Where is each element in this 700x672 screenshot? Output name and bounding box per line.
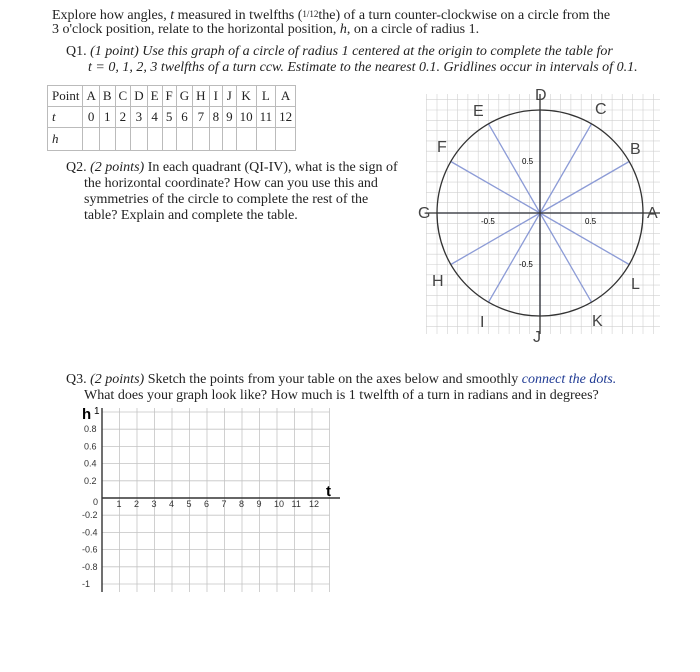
table-cell-empty[interactable]: [256, 128, 276, 151]
table-header-h: h: [48, 128, 83, 151]
table-cell-empty[interactable]: [209, 128, 223, 151]
table-cell: 9: [223, 107, 237, 128]
circle-label-j: J: [533, 329, 541, 344]
circle-spoke: [489, 124, 541, 213]
circle-label-e: E: [473, 103, 484, 120]
q1-line-2: t = 0, 1, 2, 3 twelfths of a turn ccw. Estimate to the nearest 0.1. Gridlines occur in intervals of 0.1.: [88, 60, 638, 75]
table-cell-empty[interactable]: [99, 128, 115, 151]
graph-x-tick: 9: [256, 499, 262, 509]
table-cell: A: [83, 86, 99, 107]
table-cell-empty[interactable]: [193, 128, 209, 151]
circle-label-b: B: [630, 141, 641, 158]
fraction-one-twelfth: 1/12: [302, 9, 319, 19]
table-cell-empty[interactable]: [276, 128, 296, 151]
intro-line-2: 3 o'clock position, relate to the horizontal position, h, on a circle of radius 1.: [52, 22, 480, 37]
graph-y-tick: 0.2: [84, 475, 97, 486]
graph-x-tick: 7: [221, 499, 227, 509]
circle-label-k: K: [592, 313, 603, 330]
table-cell: 7: [193, 107, 209, 128]
circle-spoke: [451, 213, 540, 265]
graph-x-tick: 1: [116, 499, 122, 509]
table-cell-empty[interactable]: [162, 128, 176, 151]
angle-table: [47, 85, 296, 151]
table-cell: E: [147, 86, 162, 107]
circle-spoke: [540, 162, 629, 214]
circle-label-d: D: [535, 87, 547, 104]
table-cell: D: [131, 86, 147, 107]
table-cell: 1: [99, 107, 115, 128]
circle-label-g: G: [418, 205, 431, 222]
graph-x-tick: 4: [169, 499, 175, 509]
graph-x-tick: 8: [239, 499, 245, 509]
graph-y-tick: 0.8: [84, 424, 97, 435]
circle-spoke: [540, 124, 592, 213]
table-row-t: [48, 107, 296, 128]
graph-x-tick: 3: [151, 499, 157, 509]
graph-ticks: [82, 424, 319, 589]
table-cell: L: [256, 86, 276, 107]
unit-circle-diagram: [418, 84, 668, 344]
table-cell: 11: [256, 107, 276, 128]
circle-label-a: A: [647, 205, 658, 222]
table-cell: H: [193, 86, 209, 107]
circle-label-l: L: [631, 276, 640, 293]
table-cell: 6: [176, 107, 192, 128]
graph-y-tick: -0.4: [82, 527, 98, 538]
graph-y-tick: -0.8: [82, 561, 98, 572]
graph-y-tick: 0.4: [84, 458, 97, 469]
graph-x-tick: 6: [204, 499, 210, 509]
circle-tick-y-pos: 0.5: [522, 157, 534, 166]
circle-tick-x-neg: -0.5: [481, 217, 495, 226]
circle-label-c: C: [595, 101, 607, 118]
table-cell: F: [162, 86, 176, 107]
q2-line-4: table? Explain and complete the table.: [84, 208, 298, 223]
table-cell: 8: [209, 107, 223, 128]
table-cell: C: [115, 86, 131, 107]
table-header-t: t: [48, 107, 83, 128]
table-cell: K: [236, 86, 256, 107]
graph-y-tick: -1: [82, 579, 91, 589]
q3-line-2: What does your graph look like? How much is 1 twelfth of a turn in radians and in degrees?: [84, 388, 599, 403]
table-cell-empty[interactable]: [131, 128, 147, 151]
table-header-point: Point: [48, 86, 83, 107]
graph-y-top: 1: [94, 406, 100, 417]
table-cell: 0: [83, 107, 99, 128]
graph-y-label: h: [82, 406, 92, 423]
table-cell: I: [209, 86, 223, 107]
table-cell: 4: [147, 107, 162, 128]
graph-y-tick: 0.6: [84, 441, 97, 452]
q2-line-3: symmetries of the circle to complete the rest of the: [84, 192, 369, 207]
table-cell-empty[interactable]: [147, 128, 162, 151]
circle-spoke: [451, 162, 540, 214]
graph-x-tick: 10: [274, 499, 285, 509]
circle-label-f: F: [437, 139, 447, 156]
intro-line-1: Explore how angles, t measured in twelfths (1/12the) of a turn counter-clockwise on a circle from the: [52, 8, 611, 23]
table-cell-empty[interactable]: [236, 128, 256, 151]
graph-x-tick: 2: [134, 499, 140, 509]
graph-x-label: t: [326, 483, 331, 500]
q3-line-1: Q3. (2 points) Sketch the points from your table on the axes below and smoothly connect the dots.: [66, 372, 617, 387]
graph-x-tick: 12: [309, 499, 320, 509]
graph-x-tick: 11: [291, 499, 301, 509]
circle-label-h: H: [432, 273, 444, 290]
sketch-graph: [80, 402, 350, 602]
circle-tick-x-pos: 0.5: [585, 217, 597, 226]
table-cell: G: [176, 86, 192, 107]
q1-line-1: Q1. (1 point) Use this graph of a circle of radius 1 centered at the origin to complete the table for: [66, 44, 613, 59]
circle-spoke: [489, 213, 541, 302]
circle-tick-y-neg: -0.5: [519, 260, 533, 269]
table-cell: J: [223, 86, 237, 107]
table-row-h: [48, 128, 296, 151]
circle-label-i: I: [480, 314, 485, 331]
table-cell: B: [99, 86, 115, 107]
graph-y-tick: -0.2: [82, 510, 98, 521]
q2-line-1: Q2. (2 points) In each quadrant (QI-IV), what is the sign of: [66, 160, 398, 175]
table-cell-empty[interactable]: [115, 128, 131, 151]
circle-spoke: [540, 213, 592, 302]
table-cell-empty[interactable]: [223, 128, 237, 151]
table-cell: A: [276, 86, 296, 107]
table-cell-empty[interactable]: [83, 128, 99, 151]
q2-line-2: the horizontal coordinate? How can you use this and: [84, 176, 378, 191]
table-cell: 12: [276, 107, 296, 128]
graph-y-tick: -0.6: [82, 544, 98, 555]
table-cell: 10: [236, 107, 256, 128]
table-row-points: [48, 86, 296, 107]
graph-x-tick: 5: [186, 499, 192, 509]
graph-origin-label: 0: [93, 497, 99, 507]
table-cell: 2: [115, 107, 131, 128]
table-cell: 5: [162, 107, 176, 128]
table-cell: 3: [131, 107, 147, 128]
table-cell-empty[interactable]: [176, 128, 192, 151]
